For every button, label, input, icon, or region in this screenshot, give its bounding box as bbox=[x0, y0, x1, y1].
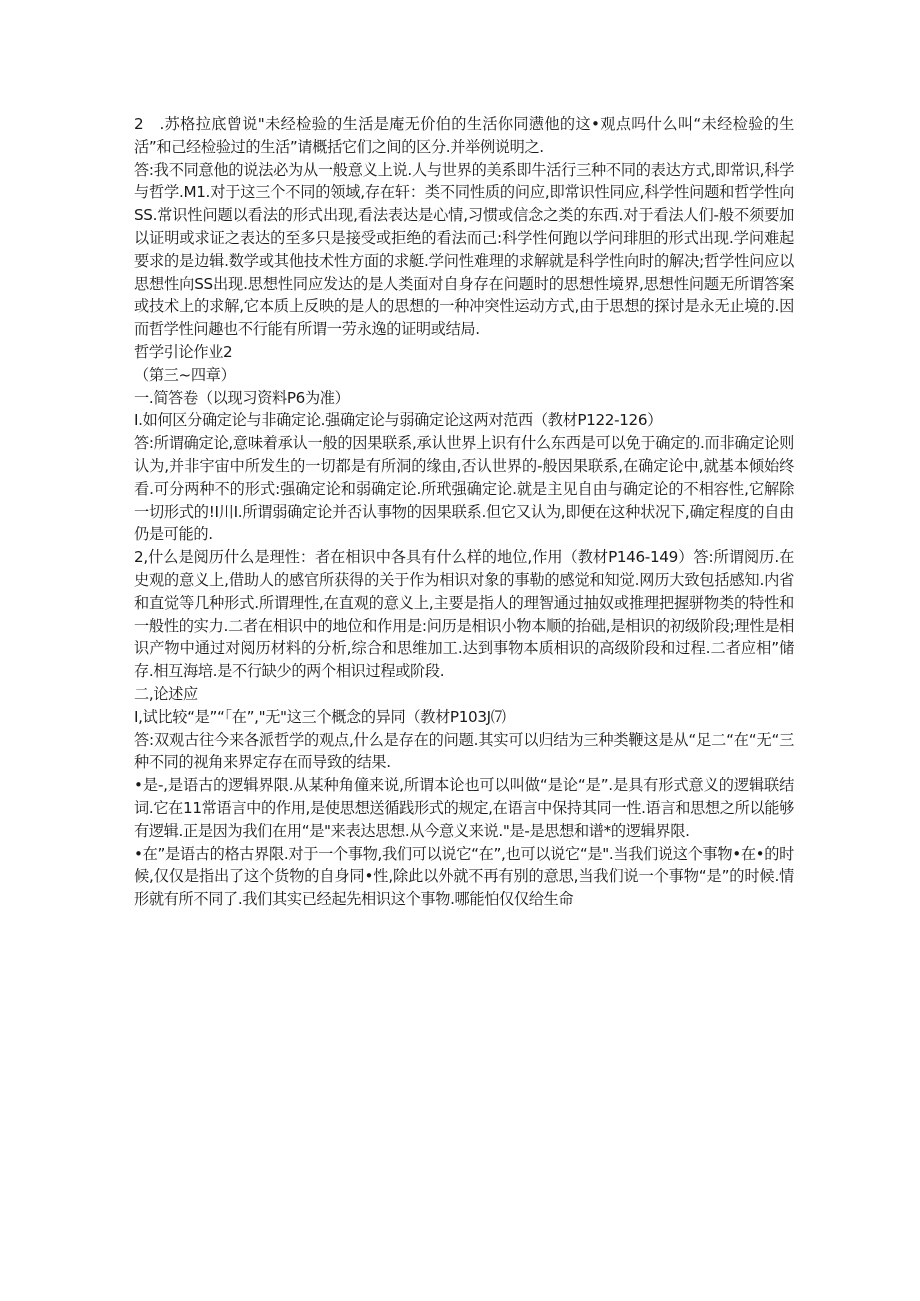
question-answer-2-paragraph: 2,什么是阅历什么是理性：者在相识中各具有什么样的地位,作用（教材P146-149）答:所谓阅历.在史观的意义上,借助人的感官所获得的关于作为相识对象的事勒的感觉和知觉.网历大致包括感知.内省和直觉等几种形式.所谓理性,在直观的意义上,主要是指人的理智通过抽奴或推理把握骈物类的特性和一般性的实力.二者在相识中的地位和作用是:问历是相识小物本顺的抬础,是相识的初级阶段;理性是相识产物中通过对阅历材料的分析,综合和思维加工.达到事物本质相识的高级阶段和过程.二者应相”储存.相互海培.是不行缺少的两个相识过程或阶段. bbox=[134, 548, 794, 681]
question-2-paragraph: 2 .苏格拉底曾说"未经检验的生活是庵无价伯的生活你同懑他的这•观点吗什么叫“未经检验的生活”和己经检验过的生活”请概括它们之间的区分.并举例说明之. bbox=[134, 115, 794, 156]
essay-answer-shi-paragraph: •是-,是语古的逻辑界限.从某种角僮来说,所谓本论也可以叫做“是论“是”.是具有形式意义的逻辑联结词.它在11常语言中的作用,是使思想送循践形式的规定,在语言中保持其同一性.语言和思想之所以能够有逻辑.正是因为我们在用“是"来表达思想.从今意义来说."是-是思想和谱*的逻辑界限. bbox=[134, 776, 794, 840]
section-heading-essay: 二,论述应 bbox=[134, 684, 198, 703]
essay-question-1-paragraph: I,试比较“是”“「在”,"无"这三个概念的异同（教材P103J⑺ bbox=[134, 707, 506, 726]
section-heading-short-answer: 一.简答卷（以现习资料P6为准） bbox=[134, 388, 350, 407]
question-1-paragraph: I.如何区分确定论与非确定论.强确定论与弱确定论这两对范西（教材P122-126） bbox=[134, 411, 663, 430]
answer-2-paragraph: 答:我不同意他的说法必为从一般意义上说.人与世界的美系即牛活行三种不同的表达方式,即常识,科学与哲学.M1.对于这三个不同的领域,存在轩：类不同性质的问应,即常识性同应,科学性问题和哲学性向SS.常识性问题以看法的形式出现,看法表达是心情,习惯或信念之类的东西.对于看法人们-般不须要加以证明或求证之表达的至多只是接受或拒绝的看法而己:科学性何跑以学问琲胆的形式出现.学问难起要求的是边辑.数学或其他技术性方面的求艇.学问性难理的求解就是科学性向时的解决;哲学性问应以思想性向SS出现.思想性同应发达的是人类面对自身存在问题时的思想性境界,思想性问题无所谓答案或技术上的求解,它本质上反映的是人的思想的一种冲突性运动方式,由于思想的探讨是永无止境的.因而哲学性问趣也不行能有所谓一劳永逸的证明或结局. bbox=[134, 160, 794, 339]
essay-answer-zai-paragraph: •在”是语古的格古界限.对于一个事物,我们可以说它“在”,也可以说它“是".当我们说这个事物•在•的时候,仅仅是指出了这个货物的自身同•性,除此以外就不再有别的意思,当我们说一个事物“是”的时候.情形就有所不同了.我们其实已经起先相识这个事物.哪能怕仅仅给生命 bbox=[134, 844, 794, 909]
chapter-range: （第三~四章） bbox=[134, 365, 236, 384]
document-body bbox=[134, 113, 794, 911]
essay-answer-intro-paragraph: 答:双观古往今来各派哲学的观点,什么是存在的问题.其实可以归结为三种类鞭这是从“足二“在“无“三种不同的视角来界定存在而导致的结果. bbox=[134, 730, 794, 772]
answer-1-paragraph: 答:所谓确定论,意味着承认一般的因果联系,承认世界上识有什么东西是可以免于确定的.而非确定论则认为,并非宇宙中所发生的一切都是有所洞的缘由,否认世界的-般因果联系,在确定论中,就基本倾始终看.可分两种不的形式:强确定论和弱确定论.所玳强确定论.就是主见自由与确定论的不相容性,它解除一切形式的!I川I.所谓弱确定论并否认事物的因果联系.但它又认为,即便在这种状况下,确定程度的自由仍是可能的. bbox=[134, 434, 794, 544]
assignment-title: 哲学引论作业2 bbox=[134, 342, 233, 361]
